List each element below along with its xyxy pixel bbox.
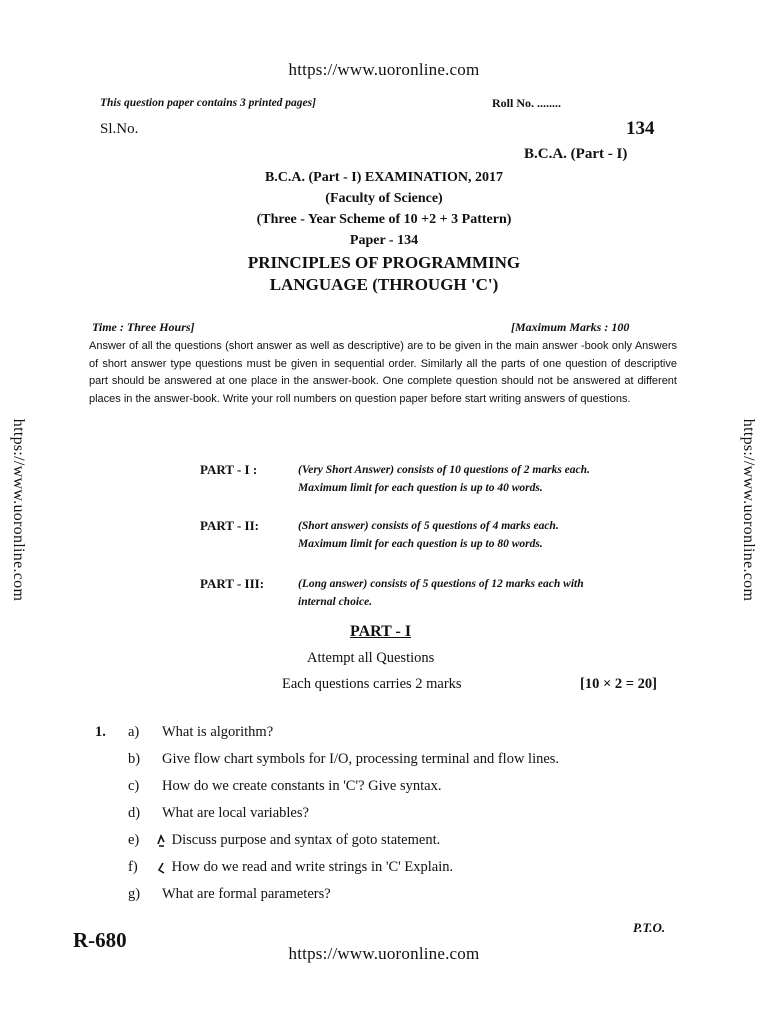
watermark-bottom-url: https://www.uoronline.com [288,944,480,963]
general-instructions: Answer of all the questions (short answer as well as descriptive) are to be given in the main answer -book only Answers of short answer type questions must be given in sequential order. Similarly all the parts of one question of descriptive part should be answered at one place in the answer-book. One complete question should not be answered at different places in the answer-book. Write your roll numbers on question paper before start writing answers of questions. [89,340,677,405]
pen-mark-icon [156,834,166,848]
part-description: (Short answer) consists of 5 questions of 4 marks each. Maximum limit for each question is up to 80 words. [298,520,559,550]
pen-mark-icon [156,861,166,875]
question-row [95,722,695,742]
part-label: PART - III: [200,576,265,591]
part-row [200,462,620,497]
faculty: (Faculty of Science) [325,191,443,206]
scheme: (Three - Year Scheme of 10 +2 + 3 Pattern) [256,212,512,227]
question-number: 1. [95,724,106,740]
question-sub-label: a) [128,724,140,740]
subject-line-2: LANGUAGE (THROUGH 'C') [269,275,499,294]
question-sub-label: g) [128,886,141,902]
part-description: (Long answer) consists of 5 questions of 12 marks each with internal choice. [298,578,584,608]
paper-series-code: R-680 [73,928,127,952]
watermark-right-url: https://www.uoronline.com [740,418,757,602]
question-sub-label: c) [128,778,140,794]
paper-number: Paper - 134 [349,233,419,248]
question-sub-label: d) [128,805,141,821]
question-row [95,884,695,904]
question-row [95,803,695,823]
question-row [95,749,695,769]
question-text: What are local variables? [162,805,309,821]
section-instruction-2: Each questions carries 2 marks [282,676,462,692]
time-limit: Time : Three Hours] [92,320,195,334]
maximum-marks: [Maximum Marks : 100 [511,320,630,334]
question-text: How do we create constants in 'C'? Give syntax. [162,778,442,794]
question-text: Give flow chart symbols for I/O, processing terminal and flow lines. [162,751,560,767]
question-row [95,776,695,796]
question-text: What are formal parameters? [162,886,331,902]
section-title: PART - I [350,623,412,640]
part-label: PART - I : [200,462,258,477]
section-marks: [10 × 2 = 20] [580,676,657,692]
question-row [95,857,695,877]
question-text: How do we read and write strings in 'C' Explain. [171,859,454,875]
subject-line-1: PRINCIPLES OF PROGRAMMING [247,253,521,272]
section-instruction-1: Attempt all Questions [307,650,435,666]
part-row [200,518,620,553]
question-text: Discuss purpose and syntax of goto statement. [171,832,441,848]
part-description: (Very Short Answer) consists of 10 questions of 2 marks each. Maximum limit for each question is up to 40 words. [298,464,590,494]
sl-no: Sl.No. [100,121,139,137]
question-sub-label: f) [128,859,138,875]
pto-label: P.T.O. [633,920,666,935]
part-row [200,576,620,611]
pages-note: This question paper contains 3 printed pages] [100,97,316,109]
course-label: B.C.A. (Part - I) [524,146,628,162]
part-label: PART - II: [200,518,260,533]
exam-title: B.C.A. (Part - I) EXAMINATION, 2017 [264,170,504,185]
question-row [95,830,695,850]
roll-no: Roll No. ........ [492,96,561,110]
question-sub-label: b) [128,751,141,767]
question-sub-label: e) [128,832,140,848]
paper-code: 134 [626,118,655,139]
watermark-left-url: https://www.uoronline.com [10,418,27,602]
watermark-top-url: https://www.uoronline.com [288,60,480,79]
question-text: What is algorithm? [162,724,274,740]
